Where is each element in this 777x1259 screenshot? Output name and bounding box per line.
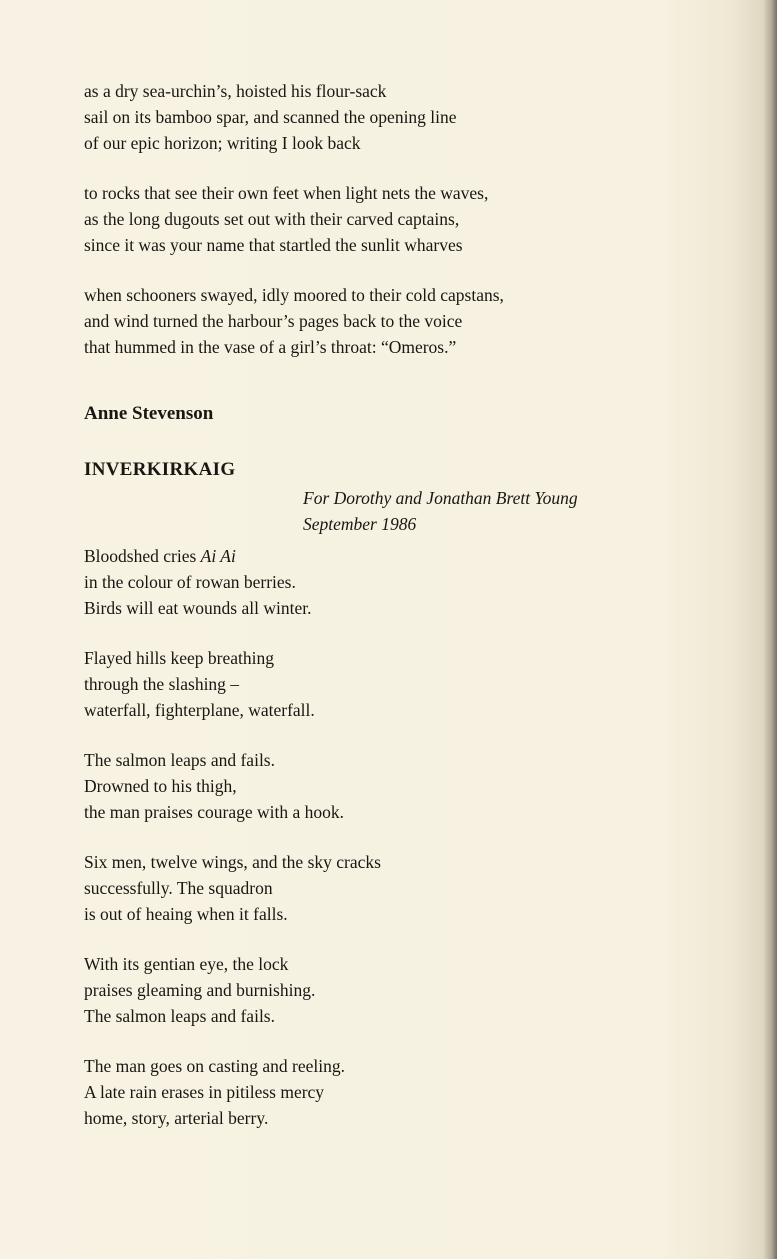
prev-stanza-3: [84, 282, 704, 360]
poem-line: when schooners swayed, idly moored to their cold capstans,: [84, 285, 504, 305]
poem-line: is out of heaing when it falls.: [84, 904, 288, 924]
poem-line: of our epic horizon; writing I look back: [84, 133, 361, 153]
poem-line-first: [84, 543, 704, 569]
stanza-5: [84, 951, 704, 1029]
first-line-prefix: Bloodshed cries: [84, 546, 201, 566]
poem-line: Birds will eat wounds all winter.: [84, 598, 312, 618]
poem-line: A late rain erases in pitiless mercy: [84, 1082, 325, 1102]
poem-line: waterfall, fighterplane, waterfall.: [84, 700, 315, 720]
prev-stanza-2: [84, 180, 704, 258]
page-edge-shadow: [763, 0, 777, 1259]
poem-line: to rocks that see their own feet when light nets the waves,: [84, 183, 489, 203]
stanza-2: [84, 645, 704, 723]
poem-line: Six men, twelve wings, and the sky cracks: [84, 852, 381, 872]
poem-title: INVERKIRKAIG: [84, 459, 236, 480]
stanza-1: [84, 543, 704, 621]
poem-line: The man goes on casting and reeling.: [84, 1056, 345, 1076]
dedication-date: September 1986: [303, 514, 417, 534]
poem-line: Flayed hills keep breathing: [84, 648, 275, 668]
stanza-6: [84, 1053, 704, 1131]
poem-line: With its gentian eye, the lock: [84, 954, 289, 974]
poem-line: as a dry sea-urchin’s, hoisted his flour-sack: [84, 81, 387, 101]
poem-line: Drowned to his thigh,: [84, 776, 237, 796]
poem-line: praises gleaming and burnishing.: [84, 980, 316, 1000]
stanza-3: [84, 747, 704, 825]
first-line-italic: Ai Ai: [200, 546, 236, 566]
stanza-4: [84, 849, 704, 927]
poem-line: sail on its bamboo spar, and scanned the opening line: [84, 107, 457, 127]
page-content: [84, 78, 704, 1155]
poem-line: through the slashing –: [84, 674, 240, 694]
poem-line: since it was your name that startled the sunlit wharves: [84, 235, 463, 255]
prev-stanza-1: [84, 78, 704, 156]
author-name: Anne Stevenson: [84, 403, 214, 424]
poem-line: that hummed in the vase of a girl’s throat: “Omeros.”: [84, 337, 457, 357]
poem-line: The salmon leaps and fails.: [84, 750, 275, 770]
poem-line: the man praises courage with a hook.: [84, 802, 344, 822]
dedication-line: For Dorothy and Jonathan Brett Young: [303, 488, 578, 508]
poem-line: in the colour of rowan berries.: [84, 572, 296, 592]
poem-line: successfully. The squadron: [84, 878, 273, 898]
poem-line: home, story, arterial berry.: [84, 1108, 269, 1128]
poem-line: and wind turned the harbour’s pages back to the voice: [84, 311, 463, 331]
dedication: [303, 485, 704, 537]
poem-line: as the long dugouts set out with their carved captains,: [84, 209, 460, 229]
poem-line: The salmon leaps and fails.: [84, 1006, 275, 1026]
